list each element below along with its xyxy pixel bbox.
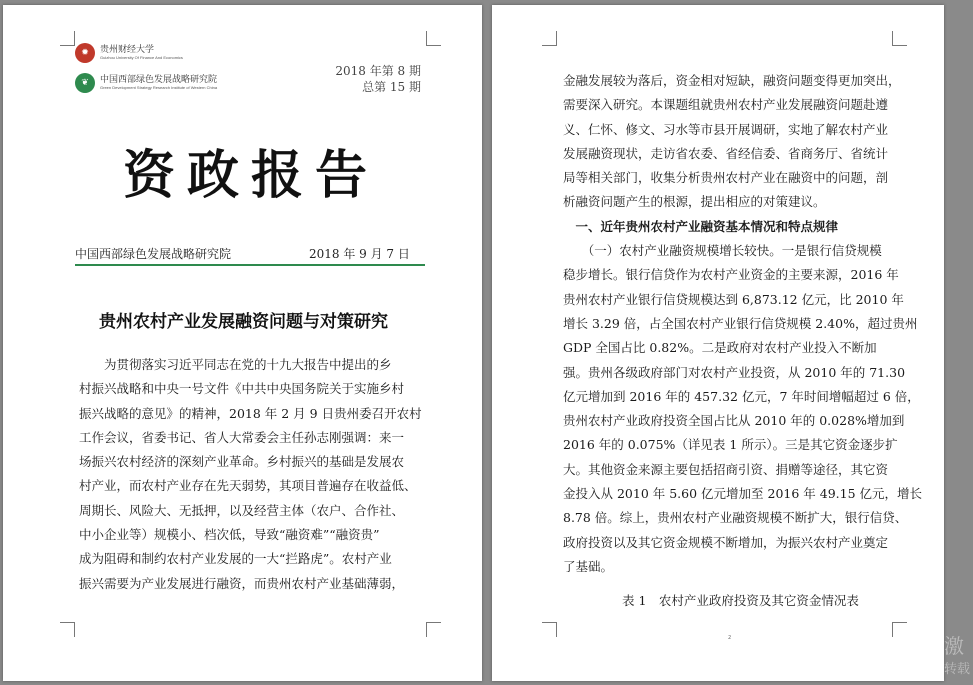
- body-line: 村振兴战略和中央一号文件《中共中央国务院关于实施乡村: [79, 381, 405, 397]
- body-line: 政府投资以及其它资金规模不断增加，为振兴农村产业奠定: [563, 534, 889, 550]
- body-line: 村产业，而农村产业存在先天弱势，其项目普遍存在收益低、: [79, 478, 417, 494]
- body-line: 周期长、风险大、无抵押，以及经营主体（农户、合作社、: [79, 502, 405, 518]
- publisher-row: [75, 245, 423, 262]
- body-line: 需要深入研究。本课题组就贵州农村产业发展融资问题赴遵: [563, 97, 889, 113]
- body-line: （一）农村产业融资规模增长较快。一是银行信贷规模: [563, 243, 882, 259]
- body-line: 发展融资现状，走访省农委、省经信委、省商务厅、省统计: [563, 145, 889, 161]
- institute-name-en: Green Development Strategy Research Institute of Western China: [100, 84, 218, 90]
- table-caption: 表 1 农村产业政府投资及其它资金情况表: [622, 593, 859, 608]
- publish-date: 2018 年 9 月 7 日: [309, 247, 410, 261]
- body-line: 8.78 倍。综上，贵州农村产业融资规模不断扩大，银行信贷、: [563, 510, 908, 526]
- issue-number: 2018 年第 8 期: [335, 64, 421, 78]
- page1-body-text: [79, 353, 422, 596]
- issue-info: [311, 63, 421, 95]
- crop-mark-bottom-right: [426, 622, 441, 637]
- crop-mark-top-left: [60, 31, 75, 46]
- page2-body-text: [563, 69, 923, 579]
- body-line: 贵州农村产业政府投资全国占比从 2010 年的 0.028%增加到: [563, 413, 905, 429]
- body-line: 为贯彻落实习近平同志在党的十九大报告中提出的乡: [79, 357, 392, 372]
- body-line: 义、仁怀、修文、习水等市县开展调研，实地了解农村产业: [563, 121, 889, 137]
- institute-emblem-icon: ❦: [75, 73, 95, 93]
- crop-mark-top-right: [426, 31, 441, 46]
- university-name-cn: 贵州财经大学: [100, 45, 155, 56]
- body-line: 中小企业等）规模小、档次低，导致“融资难”“融资贵”: [79, 527, 380, 543]
- body-line: 成为阻碍和制约农村产业发展的一大“拦路虎”。农村产业: [79, 551, 392, 567]
- body-line: 局等相关部门，收集分析贵州农村产业在融资中的问题，剖: [563, 170, 889, 186]
- page-number: 2: [728, 635, 732, 641]
- publisher-name: 中国西部绿色发展战略研究院: [75, 247, 232, 261]
- body-line: GDP 全国占比 0.82%。二是政府对农村产业投入不断加: [563, 340, 877, 356]
- header-divider: [75, 264, 425, 266]
- institute-name-cn: 中国西部绿色发展战略研究院: [100, 75, 218, 86]
- watermark-line-2: 转载: [944, 662, 971, 677]
- section-heading: 一、近年贵州农村产业融资基本情况和特点规律: [563, 218, 839, 234]
- body-line: 金融发展较为落后，资金相对短缺，融资问题变得更加突出，: [563, 73, 901, 88]
- watermark-line-1: 激: [944, 634, 964, 658]
- document-page-1: [3, 5, 482, 681]
- crop-mark-bottom-left: [60, 622, 75, 637]
- body-line: 振兴需要为产业发展进行融资，而贵州农村产业基础薄弱，: [79, 575, 405, 591]
- body-line: 振兴战略的意见》的精神，2018 年 2 月 9 日贵州委召开农村: [79, 405, 422, 421]
- institute-logo: [75, 73, 217, 93]
- crop-mark-bottom-right: [892, 622, 907, 637]
- body-line: 金投入从 2010 年 5.60 亿元增加至 2016 年 49.15 亿元，增长: [563, 486, 923, 502]
- body-line: 亿元增加到 2016 年的 457.32 亿元，7 年时间增幅超过 6 倍，: [563, 388, 920, 404]
- total-issue-number: 总第 15 期: [362, 80, 421, 94]
- document-title: 贵州农村产业发展融资问题与对策研究: [99, 312, 388, 332]
- university-emblem-icon: ✹: [75, 43, 95, 63]
- body-line: 了基础。: [563, 558, 614, 574]
- document-page-2: [492, 5, 944, 681]
- university-logo: [75, 43, 183, 63]
- report-title: 资政报告: [123, 145, 380, 206]
- university-name-en: Guizhou University Of Finance And Economics: [100, 54, 183, 60]
- crop-mark-top-left: [542, 31, 557, 46]
- body-line: 强。贵州各级政府部门对农村产业投资，从 2010 年的 71.30: [563, 364, 906, 380]
- body-line: 2016 年的 0.075%（详见表 1 所示）。三是其它资金逐步扩: [563, 437, 898, 453]
- crop-mark-top-right: [892, 31, 907, 46]
- body-line: 大。其他资金来源主要包括招商引资、捐赠等途径，其它资: [563, 461, 889, 477]
- body-line: 场振兴农村经济的深刻产业革命。乡村振兴的基础是发展农: [79, 454, 405, 470]
- body-line: 稳步增长。银行信贷作为农村产业资金的主要来源，2016 年: [563, 267, 899, 283]
- body-line: 贵州农村产业银行信贷规模达到 6,873.12 亿元，比 2010 年: [563, 291, 904, 307]
- body-line: 工作会议，省委书记、省人大常委会主任孙志刚强调：来一: [79, 429, 405, 445]
- crop-mark-bottom-left: [542, 622, 557, 637]
- body-line: 析融资问题产生的根源，提出相应的对策建议。: [563, 194, 826, 210]
- body-line: 增长 3.29 倍，占全国农村产业银行信贷规模 2.40%，超过贵州: [563, 315, 918, 331]
